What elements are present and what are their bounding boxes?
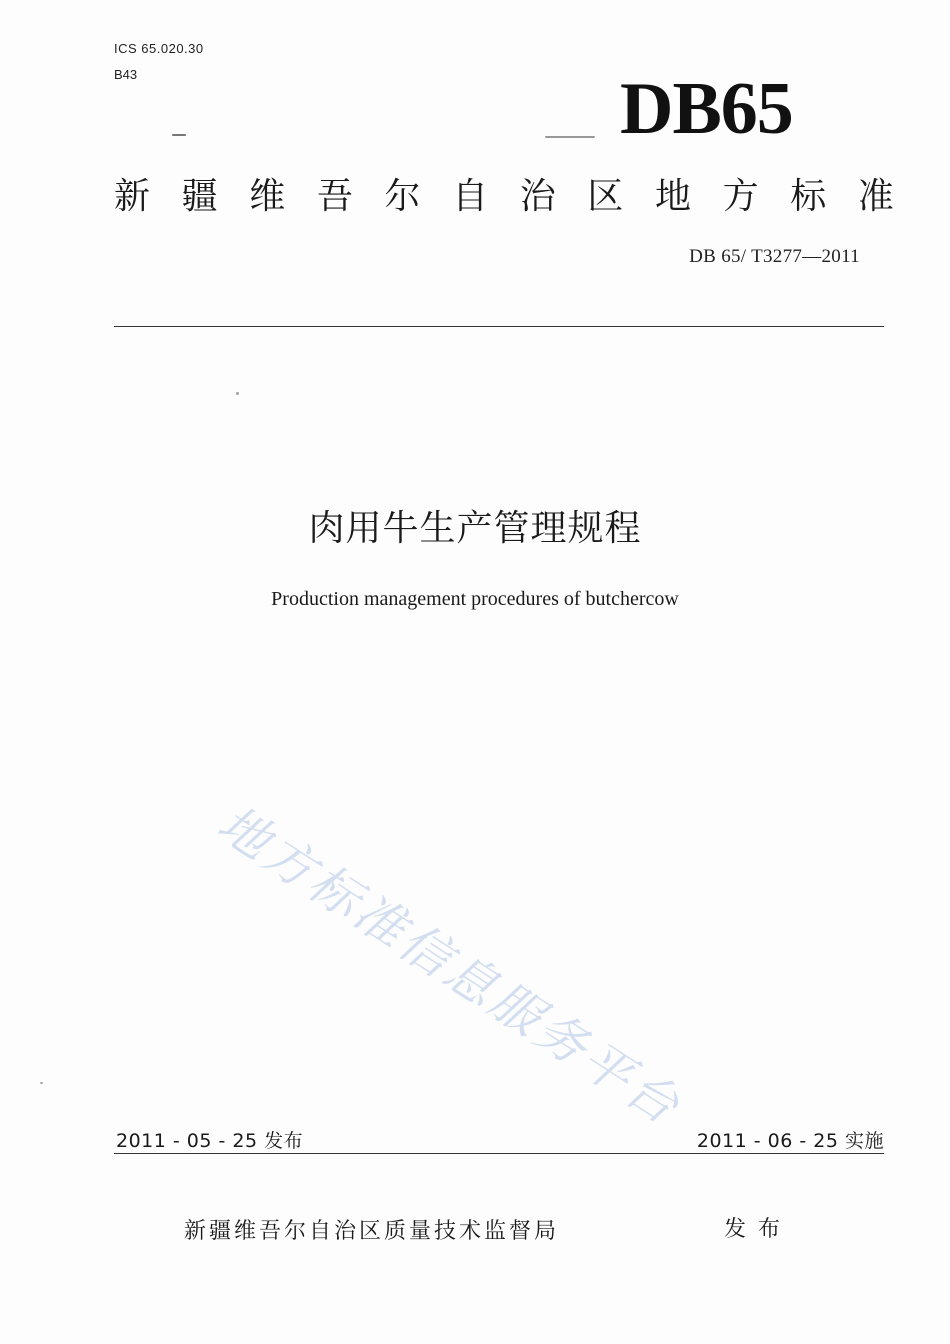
issue-date: 2011 - 05 - 25 发布 — [116, 1130, 304, 1152]
title-char: 区 — [587, 176, 624, 217]
standard-number: DB 65/ T3277—2011 — [689, 246, 860, 267]
watermark: 地方标准信息服务平台 — [207, 794, 692, 1137]
scan-speck — [236, 392, 239, 395]
scan-speck — [545, 136, 595, 138]
title-char: 吾 — [316, 176, 353, 217]
bottom-divider — [114, 1153, 884, 1154]
title-char: 治 — [519, 176, 556, 217]
title-char: 疆 — [181, 176, 218, 217]
logo-text: DB65 — [620, 68, 793, 150]
standard-category-title — [114, 172, 894, 222]
title-char: 地 — [655, 176, 692, 217]
publisher-name: 新疆维吾尔自治区质量技术监督局 — [184, 1219, 560, 1244]
document-title-chinese: 肉用牛生产管理规程 — [308, 508, 642, 549]
ccs-code: B43 — [114, 67, 138, 82]
title-char: 标 — [790, 176, 827, 217]
db65-logo — [620, 64, 880, 154]
title-char: 尔 — [384, 176, 421, 217]
implementation-date: 2011 - 06 - 25 实施 — [696, 1130, 884, 1152]
title-char: 自 — [452, 176, 489, 217]
publish-label: 发布 — [724, 1217, 793, 1242]
scan-speck — [40, 1082, 43, 1084]
title-char: 新 — [114, 176, 151, 217]
scan-speck — [172, 134, 186, 136]
document-title-english: Production management procedures of butchercow — [271, 588, 679, 610]
title-char: 维 — [249, 176, 286, 217]
title-char: 准 — [857, 176, 894, 217]
ics-code: ICS 65.020.30 — [114, 41, 204, 56]
title-char: 方 — [722, 176, 759, 217]
top-divider — [114, 326, 884, 327]
